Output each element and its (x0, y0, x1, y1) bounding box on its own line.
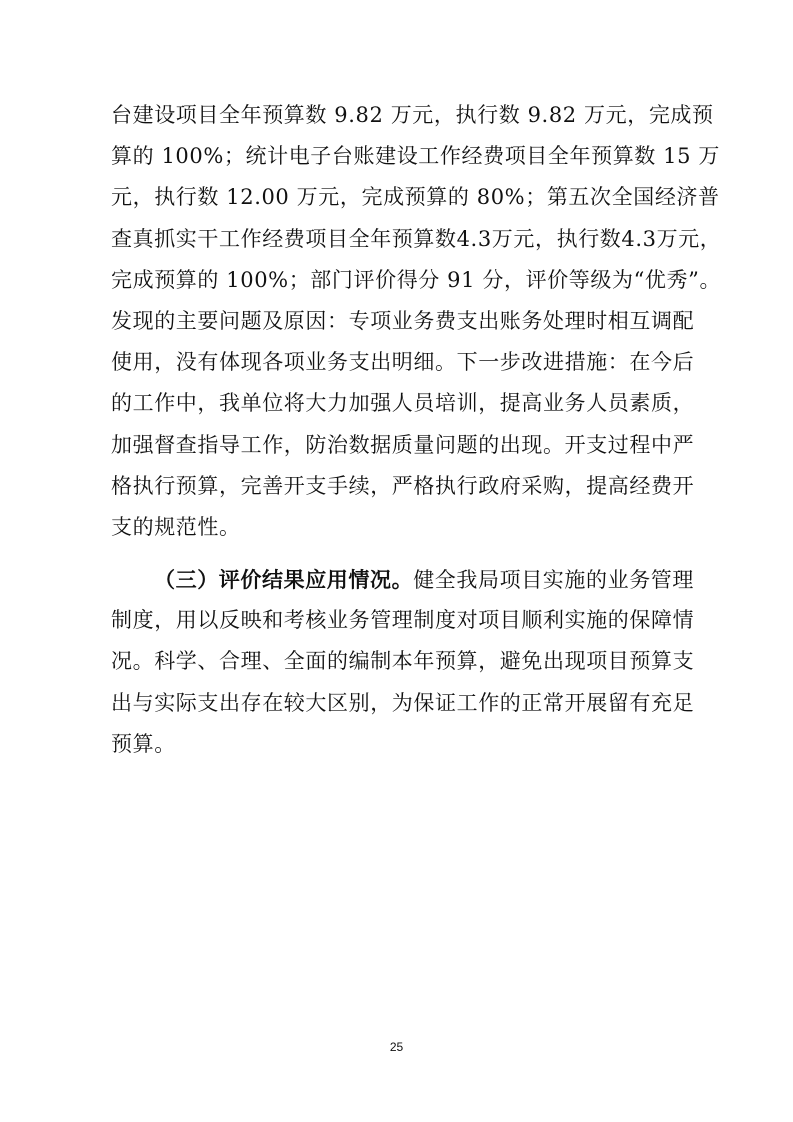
text-line (111, 559, 695, 600)
text-line: 的工作中，我单位将大力加强人员培训，提高业务人员素质， (111, 391, 695, 416)
text-line: 完成预算的 100%；部门评价得分 91 分，评价等级为“优秀”。 (111, 267, 722, 292)
text-line: 加强督查指导工作，防治数据质量问题的出现。开支过程中严 (111, 432, 695, 457)
text-line: 元，执行数 12.00 万元，完成预算的 80%；第五次全国经济普 (111, 185, 720, 210)
text-line: 况。科学、合理、全面的编制本年预算，避免出现项目预算支 (111, 649, 695, 674)
text-line: 制度，用以反映和考核业务管理制度对项目顺利实施的保障情 (111, 608, 695, 633)
text-line: 使用，没有体现各项业务支出明细。下一步改进措施：在今后 (111, 350, 695, 375)
paragraph-evaluation-results-application (111, 559, 695, 765)
section-text: 健全我局项目实施的业务管理 (413, 568, 695, 592)
text-line: 台建设项目全年预算数 9.82 万元，执行数 9.82 万元，完成预 (111, 103, 714, 127)
text-line: 预算。 (111, 731, 176, 756)
page-number: 25 (389, 1040, 404, 1054)
section-heading: （三）评价结果应用情况。 (154, 567, 414, 592)
paragraph-performance-results (111, 95, 722, 548)
text-line: 支的规范性。 (111, 514, 241, 539)
text-line: 出与实际支出存在较大区别，为保证工作的正常开展留有充足 (111, 690, 695, 715)
text-line: 格执行预算，完善开支手续，严格执行政府采购，提高经费开 (111, 473, 695, 498)
text-line: 发现的主要问题及原因：专项业务费支出账务处理时相互调配 (111, 308, 695, 333)
text-line: 算的 100%；统计电子台账建设工作经费项目全年预算数 15 万 (111, 144, 720, 169)
text-line: 查真抓实干工作经费项目全年预算数4.3万元，执行数4.3万元， (111, 226, 722, 251)
